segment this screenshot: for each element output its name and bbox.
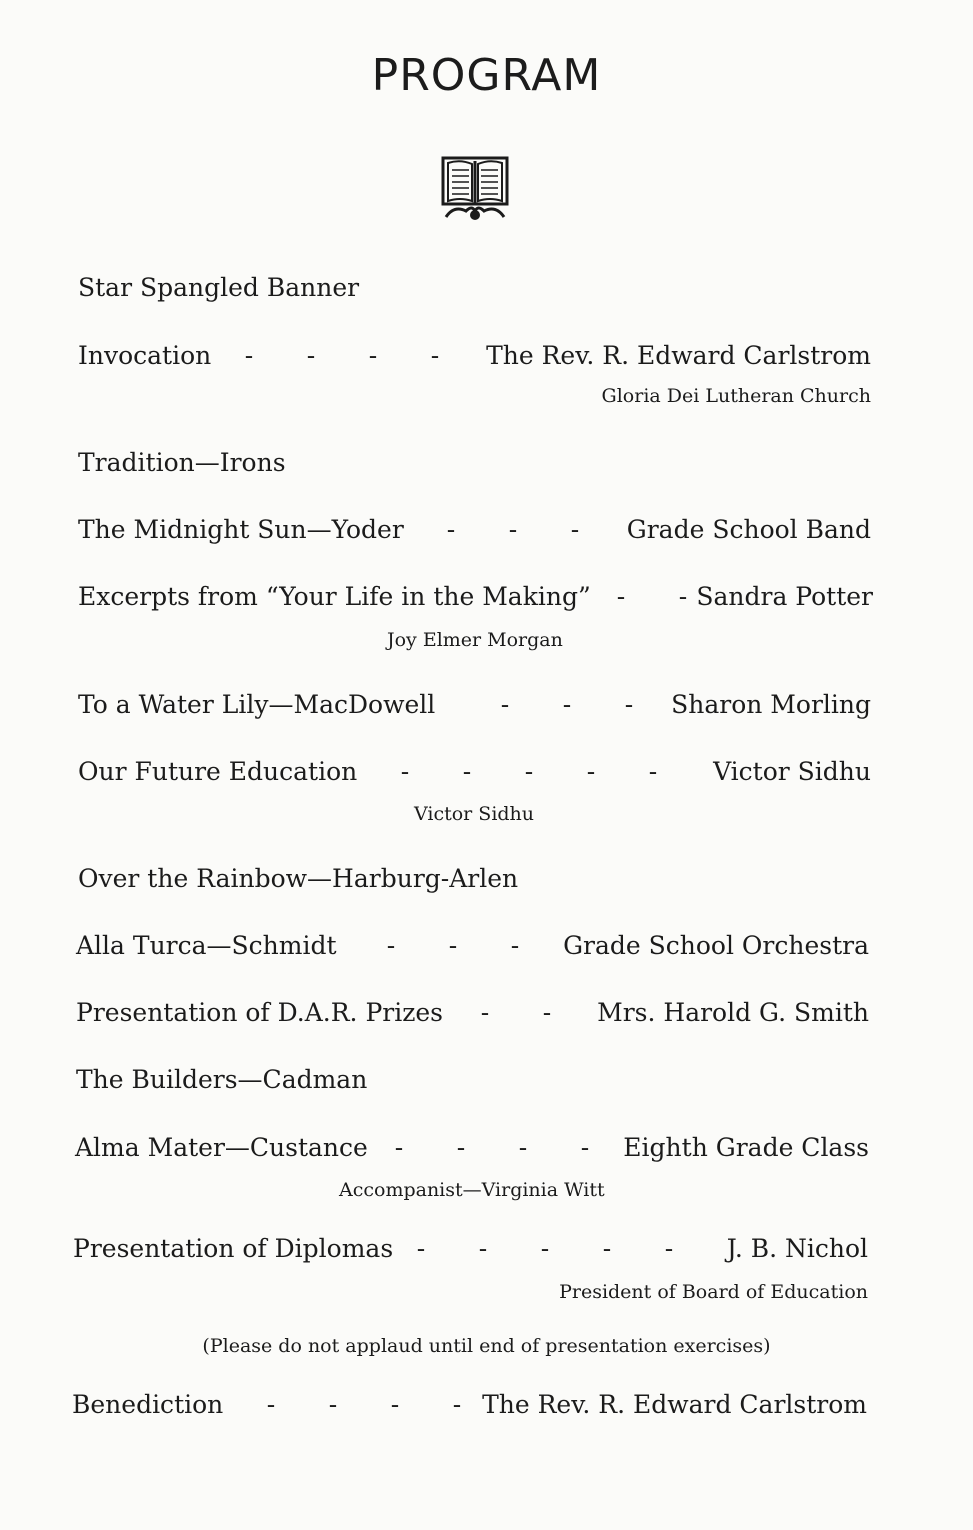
item-performer: The Rev. R. Edward Carlstrom xyxy=(486,341,871,370)
program-item-alla-turca xyxy=(0,929,973,973)
program-item-alma-mater xyxy=(0,1131,973,1175)
item-performer: Sharon Morling xyxy=(671,690,871,719)
leader-dashes: - - - - - xyxy=(416,1234,674,1263)
program-item-future-education xyxy=(0,755,973,799)
item-title: Benediction xyxy=(72,1390,224,1419)
item-title: Over the Rainbow—Harburg-Arlen xyxy=(78,864,519,893)
page-title: PROGRAM xyxy=(371,50,602,101)
program-item-dar-prizes xyxy=(0,996,973,1040)
item-performer: Mrs. Harold G. Smith xyxy=(597,998,869,1027)
item-title: Star Spangled Banner xyxy=(78,273,360,302)
applause-note: (Please do not applaud until end of presentation exercises) xyxy=(202,1335,771,1357)
program-item-diplomas xyxy=(0,1232,973,1276)
item-subtitle: Gloria Dei Lutheran Church xyxy=(601,385,871,407)
program-item-tradition xyxy=(0,446,973,490)
leader-dashes: - - xyxy=(616,582,688,611)
program-item-star-spangled-banner xyxy=(0,271,973,315)
program-item-midnight-sun xyxy=(0,513,973,557)
item-title: Invocation xyxy=(78,341,212,370)
leader-dashes: - - xyxy=(480,998,552,1027)
item-title: Presentation of Diplomas xyxy=(73,1234,394,1263)
item-performer: Grade School Band xyxy=(626,515,871,544)
item-title: Alma Mater—Custance xyxy=(75,1133,368,1162)
program-item-the-builders xyxy=(0,1063,973,1107)
item-subtitle: President of Board of Education xyxy=(559,1281,868,1303)
item-performer: The Rev. R. Edward Carlstrom xyxy=(482,1390,867,1419)
program-item-invocation xyxy=(0,339,973,383)
leader-dashes: - - - - - xyxy=(400,757,658,786)
leader-dashes: - - - xyxy=(446,515,580,544)
item-performer: J. B. Nichol xyxy=(726,1234,868,1263)
item-performer: Grade School Orchestra xyxy=(563,931,869,960)
item-subtitle: Accompanist—Virginia Witt xyxy=(339,1179,605,1201)
item-performer: Eighth Grade Class xyxy=(623,1133,869,1162)
open-book-icon xyxy=(440,155,510,225)
item-title: Excerpts from “Your Life in the Making” xyxy=(78,582,591,611)
program-item-water-lily xyxy=(0,688,973,732)
leader-dashes: - - - xyxy=(500,690,634,719)
item-title: Our Future Education xyxy=(78,757,358,786)
item-title: Alla Turca—Schmidt xyxy=(76,931,337,960)
program-item-excerpts xyxy=(0,580,973,624)
item-title: Tradition—Irons xyxy=(78,448,286,477)
item-title: The Midnight Sun—Yoder xyxy=(78,515,404,544)
leader-dashes: - - - - xyxy=(394,1133,590,1162)
item-title: The Builders—Cadman xyxy=(76,1065,368,1094)
item-title: Presentation of D.A.R. Prizes xyxy=(76,998,444,1027)
item-title: To a Water Lily—MacDowell xyxy=(78,690,436,719)
leader-dashes: - - - - xyxy=(266,1390,462,1419)
program-item-benediction xyxy=(0,1388,973,1432)
program-item-over-the-rainbow xyxy=(0,862,973,906)
item-performer: Victor Sidhu xyxy=(713,757,871,786)
leader-dashes: - - - xyxy=(386,931,520,960)
item-subtitle: Victor Sidhu xyxy=(414,803,535,825)
item-subtitle: Joy Elmer Morgan xyxy=(387,629,563,651)
leader-dashes: - - - - xyxy=(244,341,440,370)
item-performer: Sandra Potter xyxy=(696,582,873,611)
